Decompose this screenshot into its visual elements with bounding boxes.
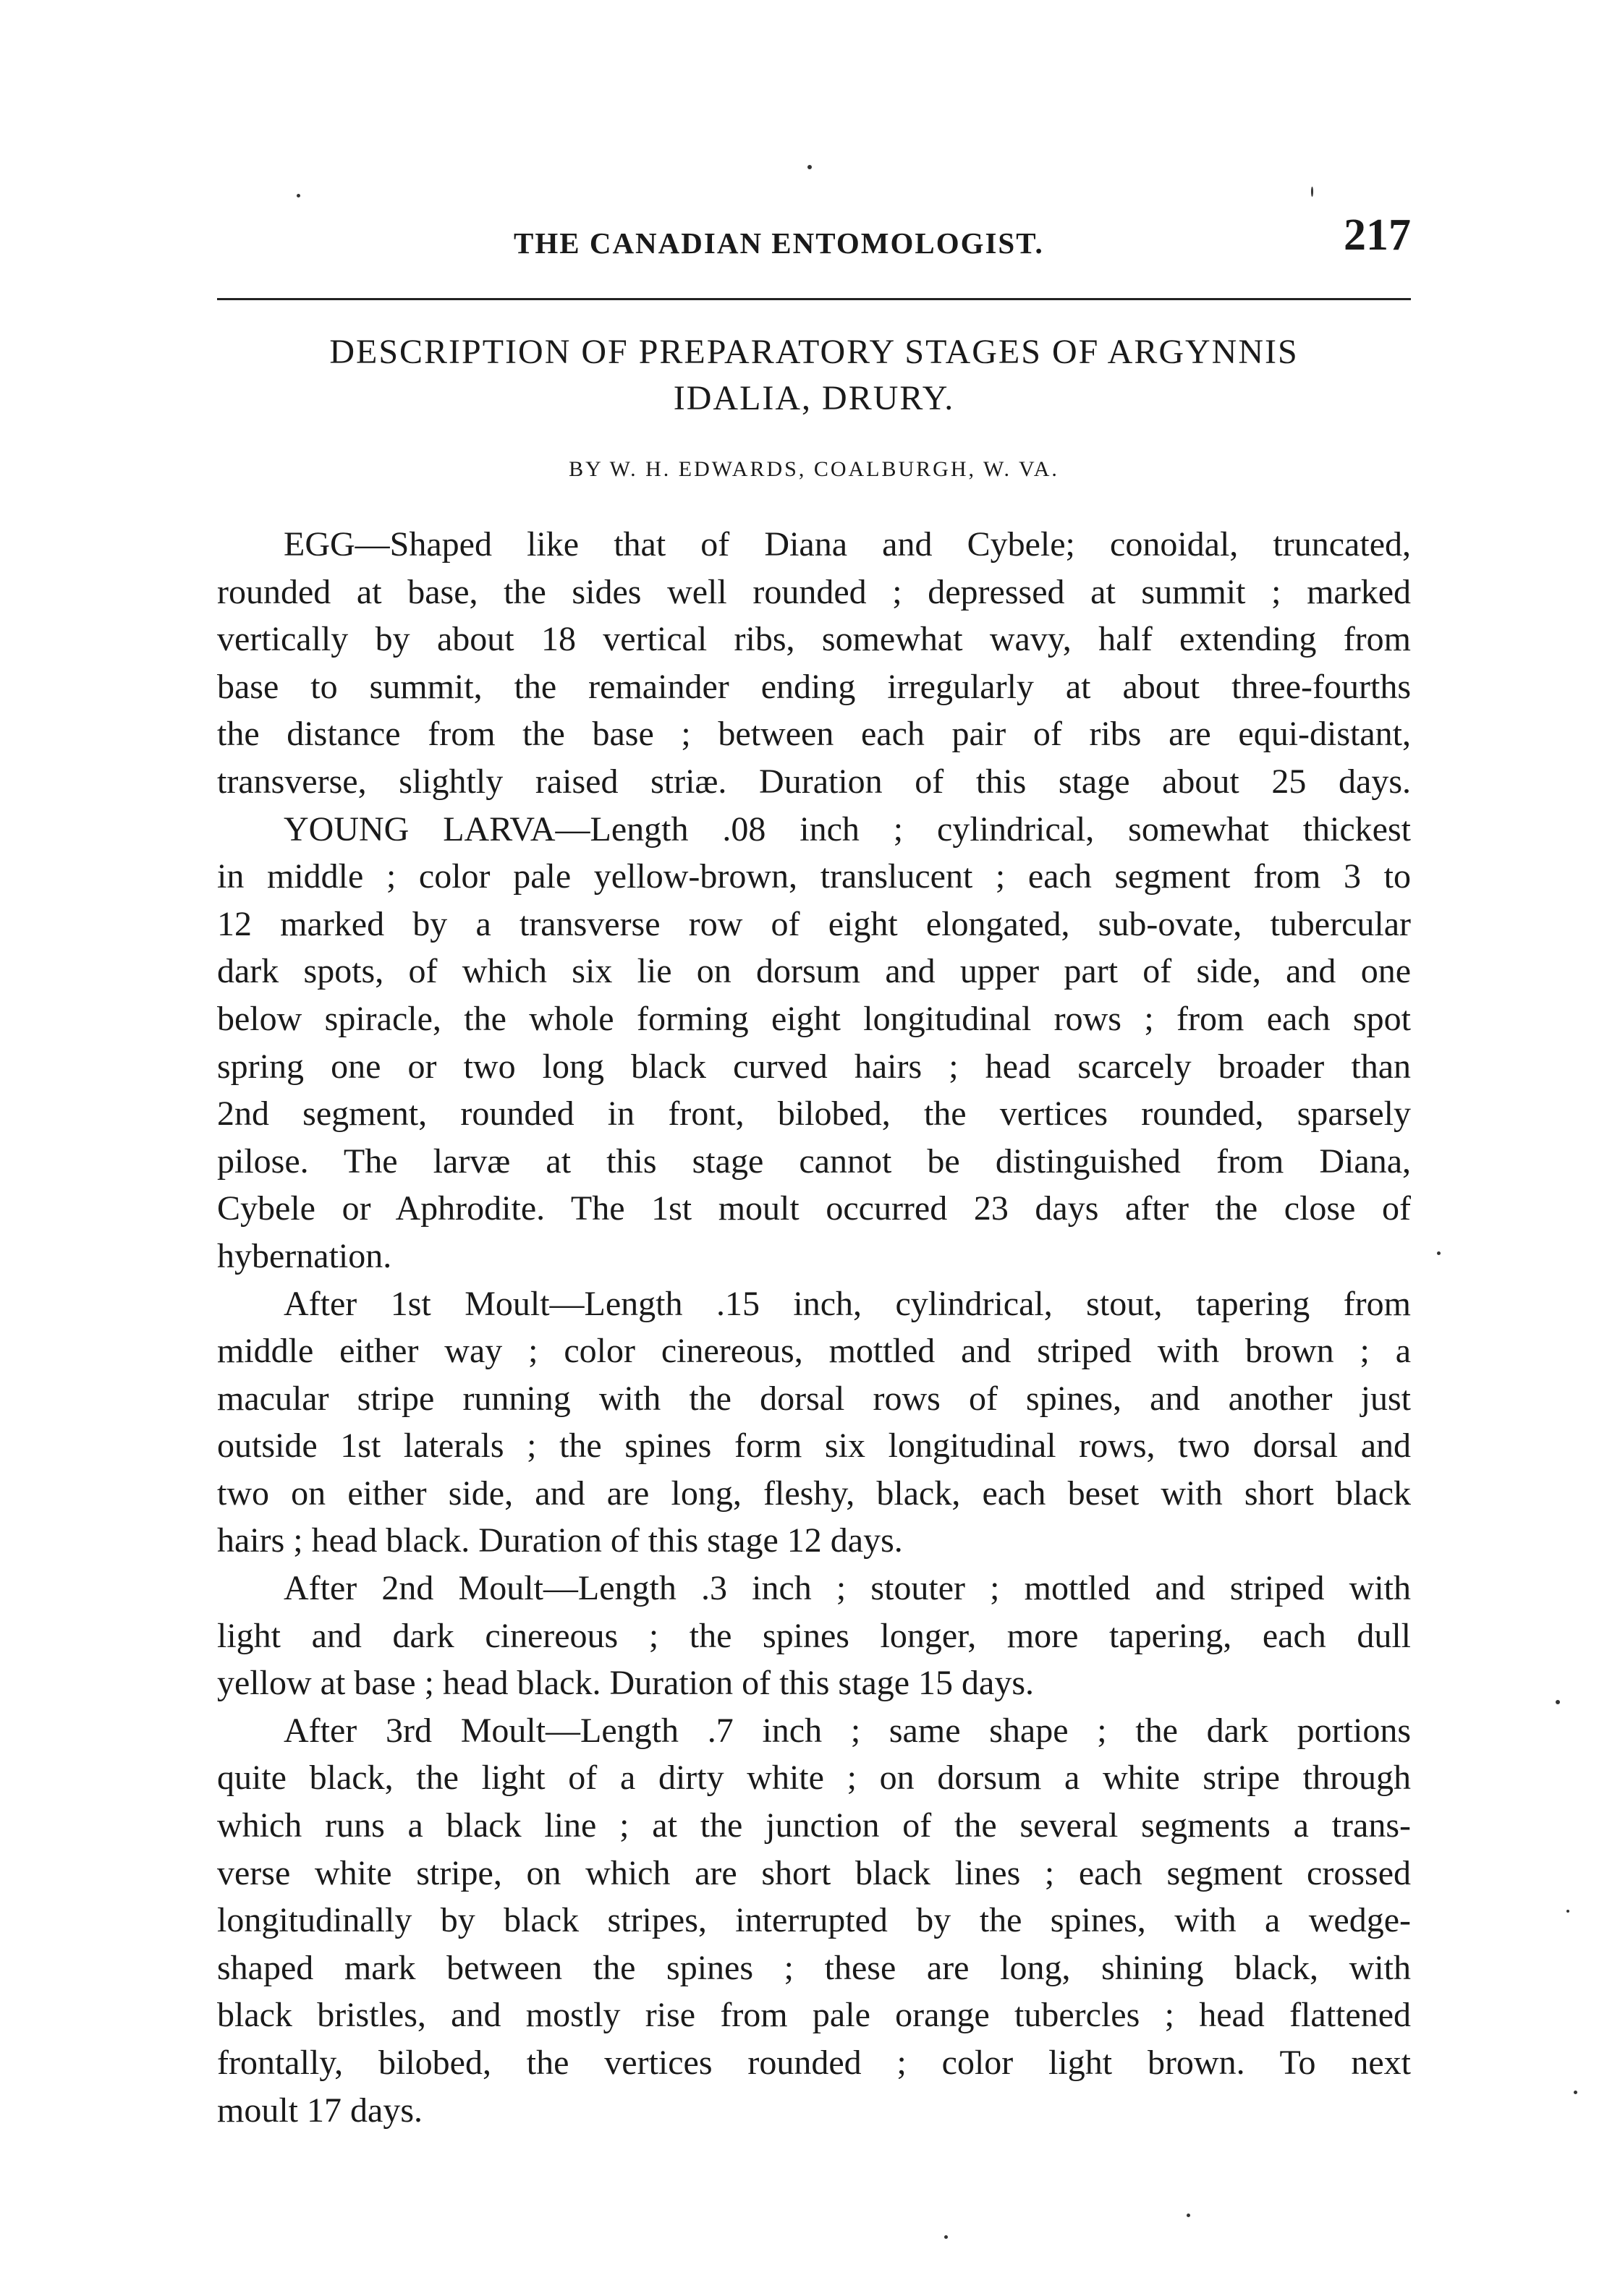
article-body [217,521,1411,2134]
article-title-line-1: DESCRIPTION OF PREPARATORY STAGES OF ARGYNNIS [329,333,1299,371]
paragraph-first-moult [217,1280,1411,1565]
text-line: outside 1st laterals ; the spines form six longitudinal rows, two dorsal and [217,1427,1411,1466]
text-line: transverse, slightly raised striæ. Duration of this stage about 25 days. [217,762,1411,801]
text-line: middle either way ; color cinereous, mottled and striped with brown ; a [217,1332,1411,1371]
text-line: 2nd segment, rounded in front, bilobed, the vertices rounded, sparsely [217,1094,1411,1134]
paragraph-third-moult [217,1707,1411,2134]
text-line: the distance from the base ; between each pair of ribs are equi-distant, [217,715,1411,754]
journal-title: THE CANADIAN ENTOMOLOGIST. [514,226,1044,260]
running-head [217,210,1418,275]
scan-speck [297,194,300,197]
text-line: EGG—Shaped like that of Diana and Cybele; conoidal, truncated, [284,525,1411,564]
article-title [217,329,1411,422]
text-line: macular stripe running with the dorsal rows of spines, and another just [217,1379,1411,1418]
scan-speck [1574,2091,1577,2094]
text-line: yellow at base ; head black. Duration of this stage 15 days. [217,1664,1035,1703]
text-line: in middle ; color pale yellow-brown, translucent ; each segment from 3 to [217,857,1411,896]
text-line: 12 marked by a transverse row of eight elongated, sub-ovate, tubercular [217,904,1411,943]
author-byline: BY W. H. EDWARDS, COALBURGH, W. VA. [569,457,1059,481]
text-line: spring one or two long black curved hairs ; head scarcely broader than [217,1047,1411,1086]
page-number: 217 [1344,211,1411,260]
text-line: After 3rd Moult—Length .7 inch ; same shape ; the dark portions [284,1711,1411,1750]
text-line: quite black, the light of a dirty white ; on dorsum a white stripe through [217,1759,1411,1798]
text-line: After 1st Moult—Length .15 inch, cylindrical, stout, tapering from [284,1284,1411,1323]
text-line: dark spots, of which six lie on dorsum and upper part of side, and one [217,952,1411,991]
paragraph-young-larva [217,806,1411,1280]
scan-speck [1556,1700,1560,1704]
text-line: light and dark cinereous ; the spines longer, more tapering, each dull [217,1616,1411,1655]
text-line: rounded at base, the sides well rounded ; depressed at summit ; marked [217,572,1411,611]
text-line: moult 17 days. [217,2091,423,2130]
text-line: Cybele or Aphrodite. The 1st moult occurred 23 days after the close of [217,1189,1411,1228]
text-line: hybernation. [217,1236,392,1275]
text-line: shaped mark between the spines ; these are long, shining black, with [217,1948,1411,1987]
scan-speck [1187,2214,1190,2217]
text-line: After 2nd Moult—Length .3 inch ; stouter ; mottled and striped with [284,1569,1411,1608]
text-line: longitudinally by black stripes, interrupted by the spines, with a wedge- [217,1901,1411,1940]
text-line: below spiracle, the whole forming eight longitudinal rows ; from each spot [217,999,1411,1038]
article-title-line-2: IDALIA, DRURY. [673,379,955,417]
text-line: black bristles, and mostly rise from pale orange tubercles ; head flattened [217,1996,1411,2035]
text-line: which runs a black line ; at the junction of the several segments a trans- [217,1806,1411,1845]
text-line: two on either side, and are long, fleshy, black, each beset with short black [217,1474,1411,1513]
scan-speck [1566,1910,1569,1913]
paragraph-second-moult [217,1565,1411,1707]
text-line: hairs ; head black. Duration of this stage 12 days. [217,1521,903,1560]
scan-speck [1437,1251,1441,1255]
text-line: vertically by about 18 vertical ribs, somewhat wavy, half extending from [217,620,1411,659]
text-line: base to summit, the remainder ending irregularly at about three-fourths [217,667,1411,706]
text-line: YOUNG LARVA—Length .08 inch ; cylindrical, somewhat thickest [284,809,1411,849]
text-line: frontally, bilobed, the vertices rounded ; color light brown. To next [217,2044,1411,2082]
scan-speck [807,165,812,169]
paragraph-egg [217,521,1411,806]
text-line: verse white stripe, on which are short black lines ; each segment crossed [217,1853,1411,1892]
scan-speck [1311,187,1313,197]
text-line: pilose. The larvæ at this stage cannot be distinguished from Diana, [217,1141,1411,1181]
header-rule [217,298,1411,300]
scan-speck [944,2235,948,2239]
